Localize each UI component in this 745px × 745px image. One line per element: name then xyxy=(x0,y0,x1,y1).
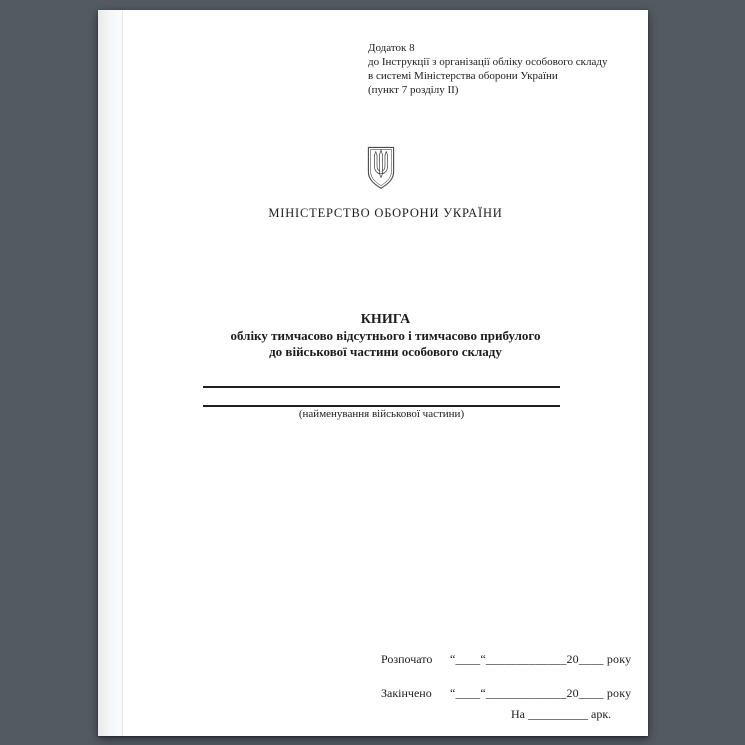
unit-name-blank-line-2 xyxy=(203,405,560,407)
sheets-count-note: На __________ арк. xyxy=(511,707,612,721)
book-title-line: до військової частини особового складу xyxy=(269,344,502,359)
appendix-note xyxy=(368,41,607,97)
started-row xyxy=(381,652,631,667)
book-title-line: обліку тимчасово відсутнього і тимчасово прибулого xyxy=(230,328,541,343)
appendix-note-line: (пункт 7 розділу ІІ) xyxy=(368,84,459,96)
unit-name-caption: (найменування військової частини) xyxy=(298,408,465,420)
page-spine xyxy=(98,10,123,736)
appendix-note-line: Додаток 8 xyxy=(368,42,415,54)
book-title-line: КНИГА xyxy=(360,312,411,327)
unit-name-blank-line-1 xyxy=(203,386,560,388)
finished-blank-value: “____“_____________20____ року xyxy=(450,686,632,700)
book-title xyxy=(123,311,648,360)
ukraine-trident-emblem-icon xyxy=(367,146,395,190)
started-blank-value: “____“_____________20____ року xyxy=(450,652,632,666)
document-page xyxy=(98,10,648,736)
finished-label: Закінчено xyxy=(381,686,432,700)
appendix-note-line: до Інструкції з організації обліку особового складу xyxy=(368,56,608,68)
ministry-heading: МІНІСТЕРСТВО ОБОРОНИ УКРАЇНИ xyxy=(268,206,503,220)
started-label: Розпочато xyxy=(381,652,433,666)
appendix-note-line: в системі Міністерства оборони України xyxy=(368,70,558,82)
finished-row xyxy=(381,686,631,701)
